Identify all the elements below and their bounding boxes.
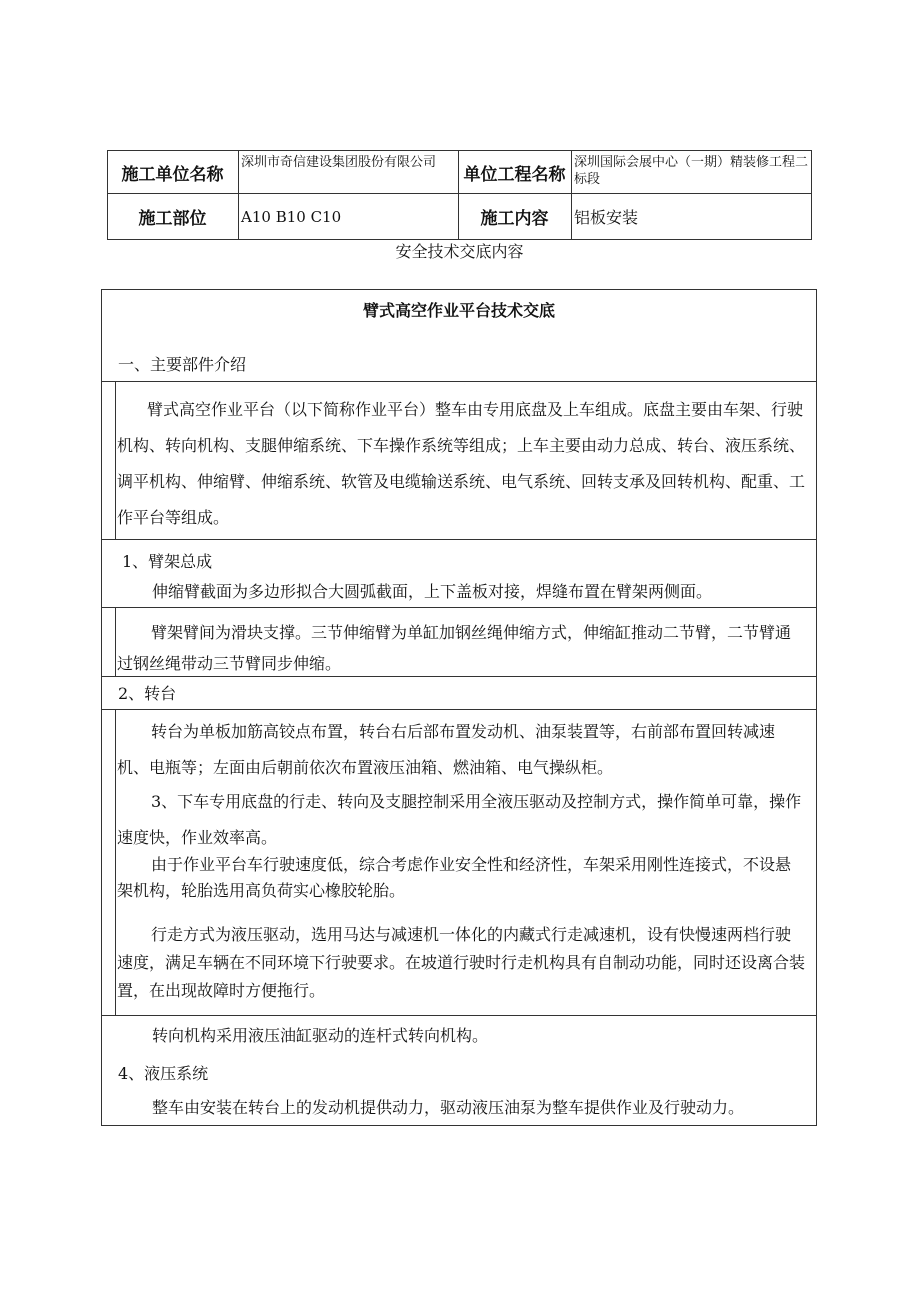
- construction-part-value: A10 B10 C10: [241, 207, 342, 226]
- section-heading-main-parts: 一、主要部件介绍: [118, 355, 247, 374]
- unit-name-label: 施工单位名称: [121, 164, 224, 185]
- construction-part-label: 施工部位: [138, 209, 207, 229]
- paragraph-chassis-control: 3、下车专用底盘的行走、转向及支腿控制采用全液压驱动及控制方式，操作简单可靠，操作速度快，作业效率高。: [117, 792, 802, 847]
- paragraph-steering: 转向机构采用液压油缸驱动的连杆式转向机构。: [152, 1026, 489, 1045]
- paragraph-travel-drive: 行走方式为液压驱动，选用马达与减速机一体化的内藏式行走减速机，设有快慢速两档行驶速度，满足车辆在不同环境下行驶要求。在坡道行驶时行走机构具有自制动功能，同时还设离合装置，在出现故障时方便拖行。: [117, 925, 806, 1000]
- paragraph-turntable-layout: 转台为单板加筋高铰点布置，转台右后部布置发动机、油泵装置等，右前部布置回转减速机、电瓶等；左面由后朝前依次布置液压油箱、燃油箱、电气操纵柜。: [117, 722, 776, 777]
- section-heading-hydraulic: 4、液压系统: [118, 1064, 209, 1083]
- project-name-value: 深圳国际会展中心（一期）精装修工程二标段: [574, 155, 809, 187]
- paragraph-main-parts: 臂式高空作业平台（以下简称作业平台）整车由专用底盘及上车组成。底盘主要由车架、行驶机构、转向机构、支腿伸缩系统、下车操作系统等组成；上车主要由动力总成、转台、液压系统、调平机构、伸缩臂、伸缩系统、软管及电缆输送系统、电气系统、回转支承及回转机构、配重、工作平台等组成。: [117, 400, 806, 527]
- project-name-label: 单位工程名称: [463, 164, 566, 185]
- unit-name-value: 深圳市奇信建设集团股份有限公司: [241, 155, 437, 170]
- section-heading-arm-assembly: 1、臂架总成: [122, 552, 213, 571]
- paragraph-frame-tires: 由于作业平台车行驶速度低，综合考虑作业安全性和经济性，车架采用刚性连接式，不设悬架机构，轮胎选用高负荷实心橡胶轮胎。: [117, 855, 792, 900]
- document-title: 臂式高空作业平台技术交底: [362, 301, 555, 320]
- section-heading-turntable: 2、转台: [118, 684, 177, 703]
- construction-content-label: 施工内容: [480, 209, 549, 229]
- section-caption: 安全技术交底内容: [395, 242, 524, 261]
- paragraph-arm-slider: 臂架臂间为滑块支撑。三节伸缩臂为单缸加钢丝绳伸缩方式，伸缩缸推动二节臂，二节臂通过钢丝绳带动三节臂同步伸缩。: [117, 623, 792, 673]
- paragraph-hydraulic: 整车由安装在转台上的发动机提供动力，驱动液压油泵为整车提供作业及行驶动力。: [152, 1098, 745, 1117]
- paragraph-arm-section: 伸缩臂截面为多边形拟合大圆弧截面，上下盖板对接，焊缝布置在臂架两侧面。: [152, 582, 713, 601]
- construction-content-value: 铝板安装: [574, 208, 639, 227]
